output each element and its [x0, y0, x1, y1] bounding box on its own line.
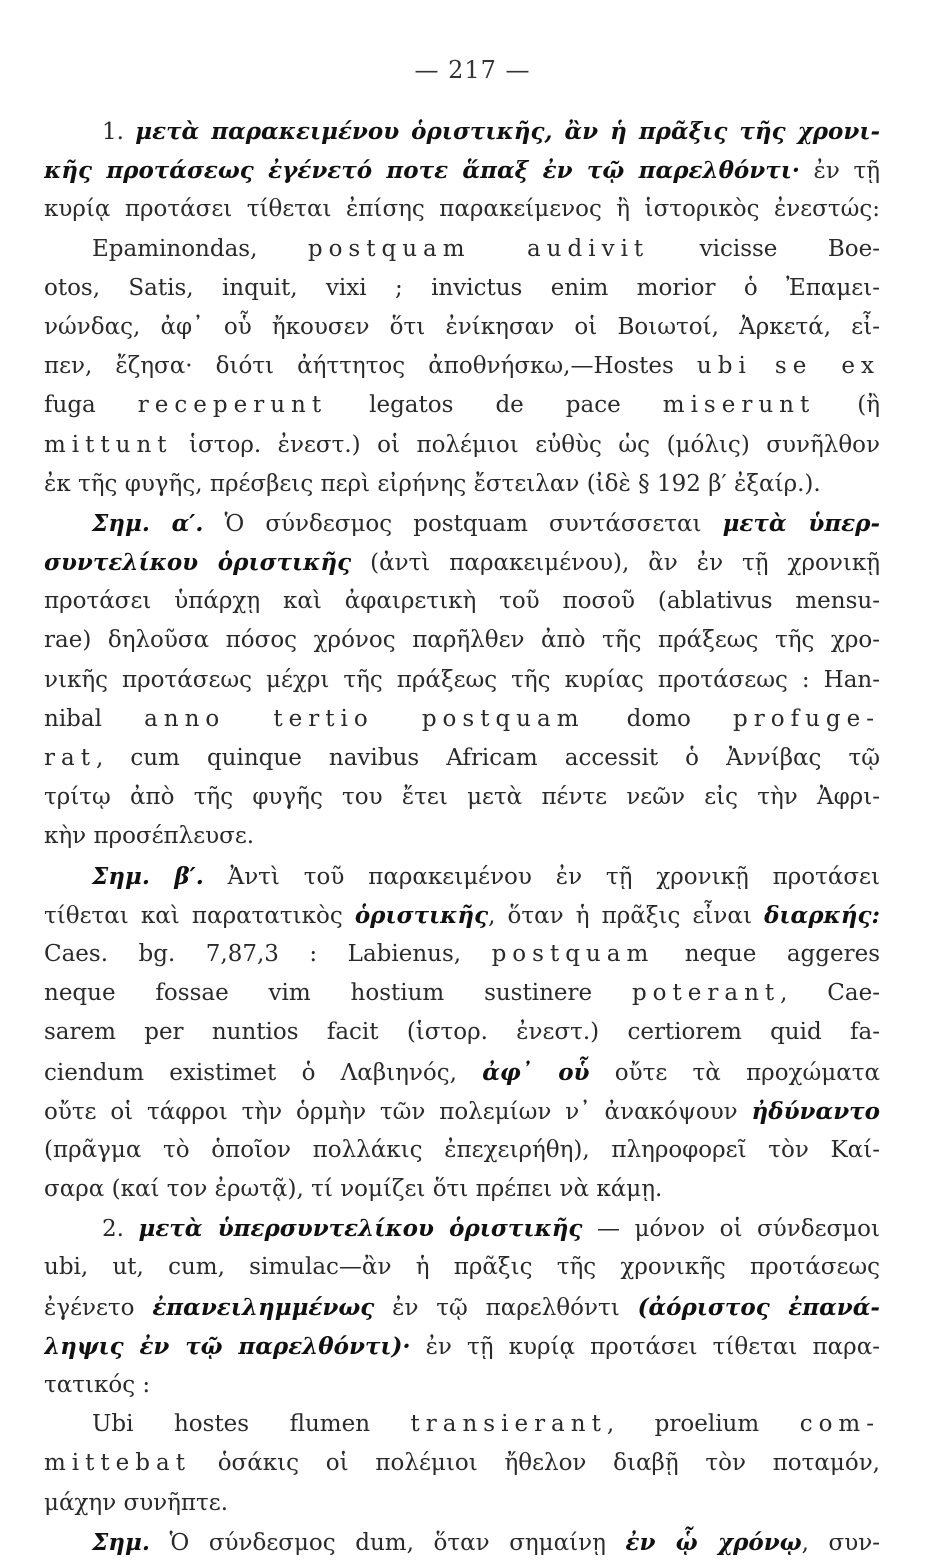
text-line: νικῆς προτάσεως μέχρι τῆς πράξεως τῆς κυρίας προτάσεως : Han- [44, 666, 880, 693]
text-line: σαρα (καί τον ἐρωτᾷ), τί νομίζει ὅτι πρέπει νὰ κάμῃ. [44, 1176, 663, 1203]
text-line: ciendum existimet ὁ Λαβιηνός, ἀφ᾽ οὗ οὔτε τὰ προχώματα [44, 1058, 880, 1086]
text-line: οὔτε οἱ τάφροι τὴν ὁρμὴν τῶν πολεμίων ν᾽ ἀνακόψουν ἠδύναντο [44, 1097, 880, 1125]
text-line: τίθεται καὶ παρατατικὸς ὁριστικῆς, ὅταν ἡ πρᾶξις εἶναι διαρκής: [44, 901, 880, 929]
text-line: τατικός : [44, 1372, 151, 1398]
text-line: (πρᾶγμα τὸ ὁποῖον πολλάκις ἐπεχειρήθη), πληροφορεῖ τὸν Καί- [44, 1136, 880, 1163]
body-text [44, 112, 880, 1562]
text-line: sarem per nuntios facit (ἱστορ. ἐνεστ.) certiorem quid fa- [44, 1019, 880, 1046]
text-line: κὴν προσέπλευσε. [44, 823, 255, 850]
text-line: Σημ. α′. Ὁ σύνδεσμος postquam συντάσσεται μετὰ ὑπερ- [92, 509, 880, 537]
text-line: Caes. bg. 7,87,3 : Labienus, postquam neque aggeres [44, 940, 880, 967]
text-line: otos, Satis, inquit, vixi ; invictus enim morior ὁ Ἐπαμει- [44, 274, 880, 301]
text-line: ληψις ἐν τῷ παρελθόντι)· ἐν τῇ κυρίᾳ προτάσει τίθεται παρα- [44, 1332, 880, 1360]
text-line: neque fossae vim hostium sustinere poterant, Cae- [44, 980, 880, 1007]
text-line: ubi, ut, cum, simulac—ἂν ἡ πρᾶξις τῆς χρονικῆς προτάσεως [44, 1254, 880, 1281]
text-line: 2. μετὰ ὑπερσυντελίκου ὁριστικῆς — μόνον οἱ σύνδεσμοι [102, 1215, 880, 1243]
text-line: τρίτῳ ἀπὸ τῆς φυγῆς του ἔτει μετὰ πέντε νεῶν εἰς τὴν Ἀφρι- [44, 784, 880, 811]
text-line: rae) δηλοῦσα πόσος χρόνος παρῆλθεν ἀπὸ τῆς πράξεως τῆς χρο- [44, 627, 880, 654]
text-line: ἐγένετο ἐπανειλημμένως ἐν τῷ παρελθόντι (ἀόριστος ἐπανά- [44, 1293, 880, 1321]
text-line: rat, cum quinque navibus Africam accessit ὁ Ἀννίβας τῷ [44, 745, 880, 771]
text-line: Σημ. β′. Ἀντὶ τοῦ παρακειμένου ἐν τῇ χρονικῇ προτάσει [92, 862, 880, 890]
text-line: fuga receperunt legatos de pace miserunt (ἢ [44, 392, 880, 419]
text-line: προτάσει ὑπάρχῃ καὶ ἀφαιρετικὴ τοῦ ποσοῦ (ablativus mensu- [44, 588, 880, 615]
text-line: Epaminondas, postquam audivit vicisse Boe- [92, 235, 880, 262]
text-line: κυρίᾳ προτάσει τίθεται ἐπίσης παρακείμενος ἢ ἱστορικὸς ἐνεστώς: [44, 196, 880, 223]
page-number: — 217 — [414, 56, 531, 84]
text-line: mittebat ὁσάκις οἱ πολέμιοι ἤθελον διαβῇ τὸν ποταμόν, [44, 1450, 880, 1477]
text-line: Ubi hostes flumen transierant, proelium com- [92, 1411, 880, 1438]
text-line: ἐκ τῆς φυγῆς, πρέσβεις περὶ εἰρήνης ἔστειλαν (ἰδὲ § 192 β′ ἐξαίρ.). [44, 470, 821, 497]
text-line: μάχην συνῆπτε. [44, 1489, 228, 1516]
text-line: mittunt ἱστορ. ἐνεστ.) οἱ πολέμιοι εὐθὺς ὡς (μόλις) συνῆλθον [44, 431, 880, 458]
text-line: nibal anno tertio postquam domo profuge- [44, 705, 880, 732]
text-line: συντελίκου ὁριστικῆς (ἀντὶ παρακειμένου), ἂν ἐν τῇ χρονικῇ [44, 549, 880, 577]
text-line: 1. μετὰ παρακειμένου ὁριστικῆς, ἂν ἡ πρᾶξις τῆς χρονι- [102, 118, 880, 145]
text-line: κῆς προτάσεως ἐγένετό ποτε ἅπαξ ἐν τῷ παρελθόντι· ἐν τῇ [44, 157, 880, 185]
text-line: πεν, ἔζησα· διότι ἀήττητος ἀποθνήσκω,—Hostes ubi se ex [44, 353, 880, 380]
text-line: Σημ. Ὁ σύνδεσμος dum, ὅταν σημαίνῃ ἐν ᾧ χρόνῳ, συν- [92, 1528, 880, 1556]
text-line: νώνδας, ἀφ᾽ οὗ ἤκουσεν ὅτι ἐνίκησαν οἱ Βοιωτοί, Ἀρκετά, εἶ- [44, 313, 880, 340]
